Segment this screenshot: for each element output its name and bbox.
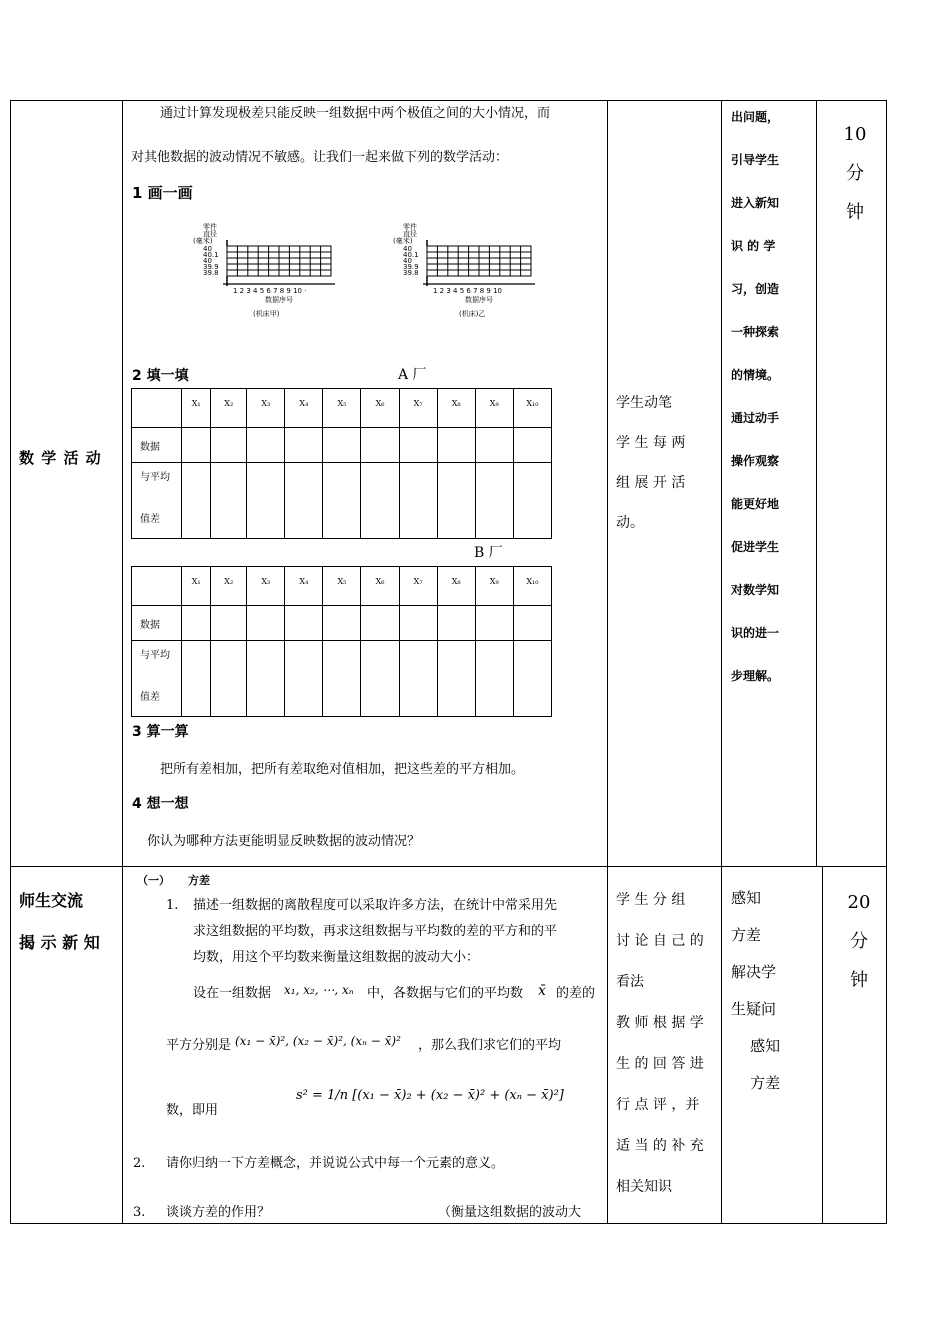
factory-b-label: B 厂: [474, 545, 503, 561]
table-a-cell[interactable]: [247, 428, 285, 463]
chart-b-grid: [423, 240, 535, 286]
chart-b-ytick: 39.9: [403, 263, 419, 271]
table-b-cell[interactable]: [475, 606, 513, 641]
item1-sq-terms: (x₁ − x̄)², (x₂ − x̄)², (xₙ − x̄)²: [235, 1034, 401, 1048]
table-right-border: [886, 100, 887, 1224]
table-b-cell[interactable]: [361, 606, 399, 641]
table-b-header: X₆: [361, 567, 399, 606]
item3-note: （衡量这组数据的波动大: [438, 1205, 582, 1220]
step3-heading: 3 算一算: [132, 724, 189, 740]
table-a-cell[interactable]: [247, 463, 285, 539]
chart-b-xticks: 1 2 3 4 5 6 7 8 9 10: [433, 287, 503, 295]
table-b-cell[interactable]: [247, 641, 285, 717]
chart-a-ytick: 40: [203, 245, 212, 253]
row1-time: 10 分 钟: [843, 124, 867, 223]
table-b-header: [132, 567, 182, 606]
row1-design-intent: 出问题， 引导学生 进入新知 识 的 学 习，创造 一种探索 的情境。 通过动手 操作观察 能更好地 促进学生 对数学知 识的进一 步理解。: [731, 110, 780, 683]
table-a-cell[interactable]: [323, 428, 361, 463]
table-b-header: X₇: [399, 567, 437, 606]
table-b-cell[interactable]: [361, 641, 399, 717]
table-b-cell[interactable]: [182, 606, 211, 641]
chart-a-ytick: 39.9: [203, 263, 219, 271]
table-b-cell[interactable]: [323, 606, 361, 641]
table-a-cell[interactable]: [513, 463, 551, 539]
table-a-cell[interactable]: [285, 428, 323, 463]
table-b-cell[interactable]: [211, 606, 247, 641]
table-b-cell[interactable]: [323, 641, 361, 717]
table-b-header: X₂: [211, 567, 247, 606]
col-divider-1: [122, 100, 123, 1224]
table-b-cell[interactable]: [437, 641, 475, 717]
table-b-header: X₁: [182, 567, 211, 606]
table-b-header: X₉: [475, 567, 513, 606]
item1-line3: 均数，用这个平均数来衡量这组数据的波动大小：: [193, 950, 480, 965]
table-a-cell[interactable]: [361, 428, 399, 463]
item1-set-mid: 中，各数据与它们的平均数: [367, 986, 524, 1001]
step4-heading: 4 想一想: [132, 796, 189, 812]
item1-set-pre: 设在一组数据: [193, 986, 272, 1001]
table-a-cell[interactable]: [513, 428, 551, 463]
chart-b-caption: (机床)乙: [459, 310, 486, 318]
table-row-divider: [10, 866, 887, 867]
table-a-header: X₇: [399, 389, 437, 428]
table-left-border: [10, 100, 11, 1224]
item1-set-mean: x̄: [538, 983, 546, 999]
factory-a-label: A 厂: [398, 367, 427, 383]
table-b-cell[interactable]: [399, 641, 437, 717]
item3-number: 3.: [133, 1205, 146, 1220]
step4-text: 你认为哪种方法更能明显反映数据的波动情况？: [147, 834, 421, 849]
row2-design-intent: 感知 方差 解决学 生疑问 感知 方差: [731, 889, 781, 1092]
chart-b-ytick: 40.1: [403, 251, 419, 259]
table-a-cell[interactable]: [399, 463, 437, 539]
table-a-cell[interactable]: [399, 428, 437, 463]
chart-b-yticks: [403, 245, 419, 277]
chart-b-xlabel: 数据序号: [465, 296, 493, 304]
table-b-cell[interactable]: [211, 641, 247, 717]
table-a-cell[interactable]: [285, 463, 323, 539]
table-b-cell[interactable]: [182, 641, 211, 717]
section-title: 方差: [188, 874, 210, 887]
row2-student-activity: 学 生 分 组 讨 论 自 己 的 看法 教 师 根 据 学 生 的 回 答 进 行 点 评 ，并 适 当 的 补 充 相关知识: [616, 892, 704, 1195]
table-a-cell[interactable]: [323, 463, 361, 539]
item2-number: 2.: [133, 1156, 146, 1171]
step2-heading: 2 填一填: [132, 368, 189, 384]
table-a-header: X₃: [247, 389, 285, 428]
table-b-cell[interactable]: [513, 606, 551, 641]
chart-machine-a: [185, 220, 345, 322]
item3-text: 谈谈方差的作用？: [166, 1205, 271, 1220]
table-a-cell[interactable]: [475, 463, 513, 539]
table-a-cell[interactable]: [475, 428, 513, 463]
row2-label-line1: 师生交流: [19, 891, 84, 910]
item1-tail: 数，即用: [166, 1103, 219, 1118]
chart-b-ytick: 40: [403, 245, 412, 253]
table-b-cell[interactable]: [285, 641, 323, 717]
chart-a-ytick: 40: [203, 257, 212, 265]
intro-line-1: 通过计算发现极差只能反映一组数据中两个极值之间的大小情况，而: [160, 106, 551, 121]
item2-text: 请你归纳一下方差概念，并说说公式中每一个元素的意义。: [166, 1156, 505, 1171]
step3-text: 把所有差相加，把所有差取绝对值相加，把这些差的平方相加。: [160, 762, 525, 777]
row2-time: 20 分 钟: [847, 892, 871, 991]
item1-set-vars: x₁, x₂, ⋯, xₙ: [284, 983, 354, 997]
chart-b-ylabel-2: 直径: [403, 230, 417, 238]
table-a-cell[interactable]: [211, 428, 247, 463]
table-bottom-border: [10, 1223, 887, 1224]
intro-line-2: 对其他数据的波动情况不敏感。让我们一起来做下列的数学活动：: [131, 150, 509, 165]
section-number: （一）: [137, 874, 170, 887]
item1-sq-pre: 平方分别是: [166, 1038, 232, 1053]
row2-label-line2: 揭 示 新 知: [19, 933, 100, 952]
table-b-header: X₅: [323, 567, 361, 606]
col-divider-4-upper: [816, 100, 817, 866]
table-b-row-dev-label: 与平均 值差: [132, 641, 182, 717]
chart-a-caption: (机床甲): [253, 310, 280, 318]
chart-a-ytick: 40.1: [203, 251, 219, 259]
table-a-cell[interactable]: [211, 463, 247, 539]
table-a-row-dev-label: 与平均 值差: [132, 463, 182, 539]
table-b-cell[interactable]: [475, 641, 513, 717]
table-b-row-data-label: 数据: [132, 606, 182, 641]
table-b-cell[interactable]: [399, 606, 437, 641]
chart-b-ytick: 40: [403, 257, 412, 265]
table-b-cell[interactable]: [513, 641, 551, 717]
table-a-header: X₄: [285, 389, 323, 428]
table-a-row-data-label: 数据: [132, 428, 182, 463]
table-a-cell[interactable]: [182, 463, 211, 539]
table-factory-b: [131, 566, 552, 717]
col-divider-4-lower: [822, 866, 823, 1224]
chart-a-yticks: [203, 245, 219, 277]
chart-b-ylabel-3: (毫米): [393, 237, 413, 245]
table-a-cell[interactable]: [361, 463, 399, 539]
chart-b-ylabel-1: 零件: [403, 223, 417, 231]
item1-number: 1.: [166, 898, 179, 913]
col-divider-3: [721, 100, 722, 1224]
chart-a-xlabel: 数据序号: [265, 296, 293, 304]
table-a-header: X₅: [323, 389, 361, 428]
item1-set-post: 的差的: [556, 986, 596, 1001]
table-b-header: X₄: [285, 567, 323, 606]
table-b-header: X₃: [247, 567, 285, 606]
item1-line2: 求这组数据的平均数，再求这组数据与平均数的差的平方和的平: [193, 924, 558, 939]
step1-heading: 1 画一画: [132, 184, 193, 202]
table-a-header: X₂: [211, 389, 247, 428]
chart-a-xticks: 1 2 3 4 5 6 7 8 9 10 ·: [233, 287, 307, 295]
table-factory-a: [131, 388, 552, 539]
chart-a-ylabel-3: (毫米): [193, 237, 213, 245]
table-a-cell[interactable]: [182, 428, 211, 463]
item1-line1: 描述一组数据的离散程度可以采取许多方法，在统计中常采用先: [193, 898, 558, 913]
table-a-header: X₈: [437, 389, 475, 428]
chart-a-grid: [223, 240, 335, 286]
table-b-header: X₈: [437, 567, 475, 606]
table-a-header: [132, 389, 182, 428]
chart-machine-b: [385, 220, 545, 322]
table-a-header: X₁: [182, 389, 211, 428]
item1-variance-formula: s² = 1/n [(x₁ − x̄)₂ + (x₂ − x̄)² + (xₙ − x̄)²]: [296, 1088, 564, 1103]
chart-b-ytick: 39.8: [403, 269, 419, 277]
row1-student-activity: 学生动笔 学 生 每 两 组 展 开 活 动。: [616, 395, 686, 531]
table-a-cell[interactable]: [437, 463, 475, 539]
col-divider-2: [607, 100, 608, 1224]
item1-sq-post: ，那么我们求它们的平均: [418, 1038, 562, 1053]
table-a-header: X₁₀: [513, 389, 551, 428]
table-b-cell[interactable]: [285, 606, 323, 641]
table-a-header: X₆: [361, 389, 399, 428]
table-b-header: X₁₀: [513, 567, 551, 606]
table-a-cell[interactable]: [437, 428, 475, 463]
table-a-header: X₉: [475, 389, 513, 428]
row1-section-label: 数 学 活 动: [19, 449, 102, 467]
table-b-cell[interactable]: [247, 606, 285, 641]
chart-a-ylabel-1: 零件: [203, 223, 217, 231]
table-b-cell[interactable]: [437, 606, 475, 641]
chart-a-ytick: 39.8: [203, 269, 219, 277]
chart-a-ylabel-2: 直径: [203, 230, 217, 238]
